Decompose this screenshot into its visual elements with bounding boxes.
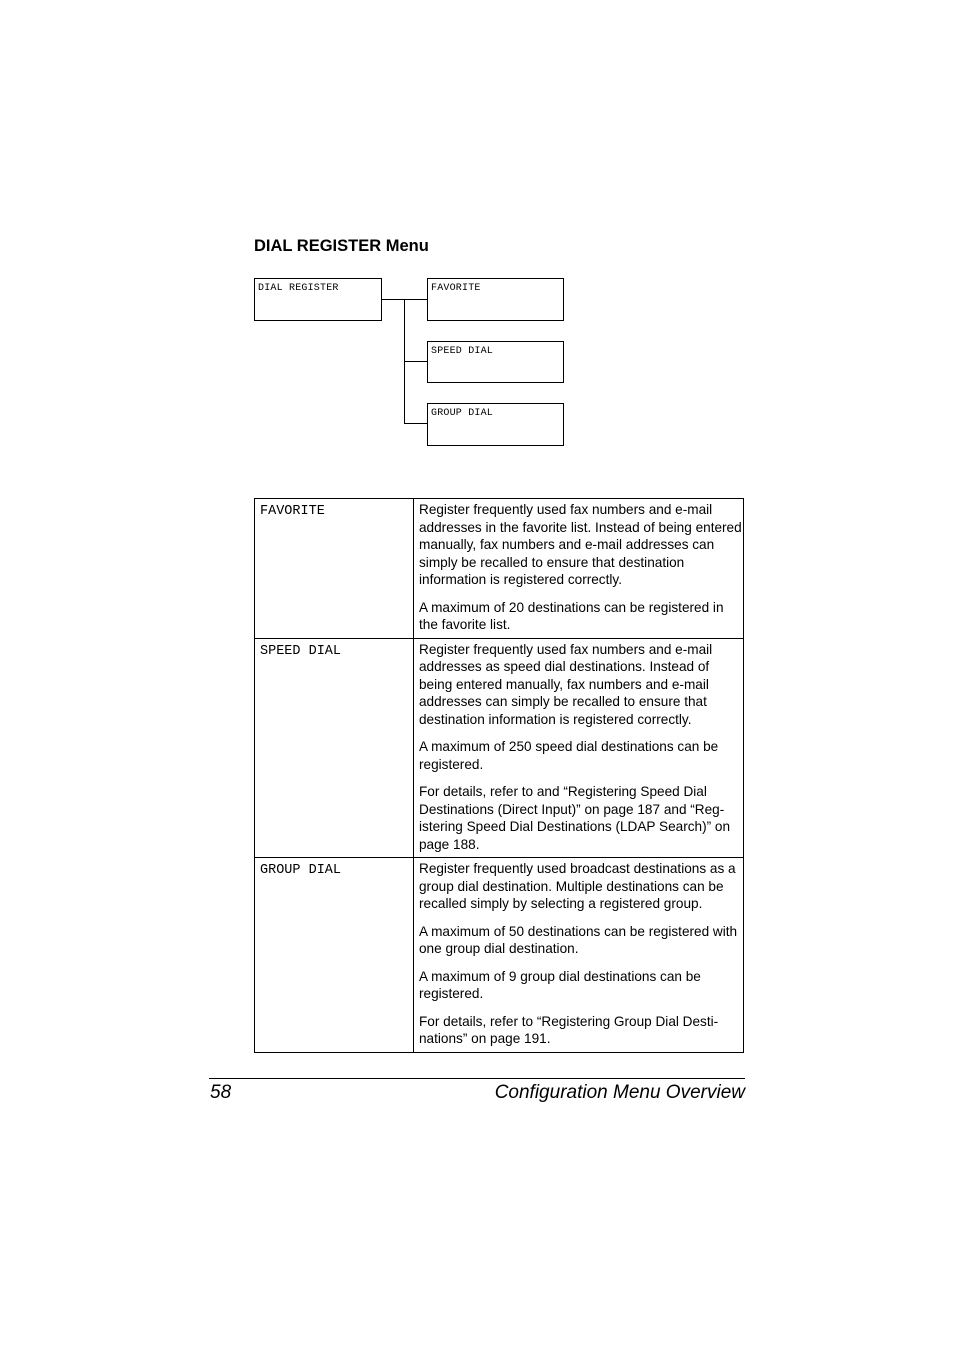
description-paragraph: A maximum of 50 destinations can be registered with one group dial destination. (419, 923, 738, 956)
section-heading: DIAL REGISTER Menu (254, 237, 429, 255)
description-paragraph: A maximum of 250 speed dial destinations can be registered. (419, 739, 719, 772)
description-paragraph: For details, refer to “Registering Group Dial Desti-nations” on page 191. (419, 1013, 719, 1046)
description-paragraph: For details, refer to and “Registering Speed Dial Destinations (Direct Input)” on page 187 and “Reg-istering Speed Dial Destinations (LDAP Search)” on page 188. (419, 784, 731, 852)
page-number: 58 (210, 1082, 232, 1103)
item-name-cell: SPEED DIAL (255, 638, 414, 858)
menu-description-table (254, 498, 744, 1053)
footer-rule (209, 1078, 745, 1079)
connector-line (404, 423, 427, 424)
table-row-group-dial (255, 858, 744, 1053)
description-paragraph: Register frequently used broadcast destinations as a group dial destination. Multiple destinations can be recalled simply by selecting a registered group. (419, 861, 736, 911)
footer-chapter-title: Configuration Menu Overview (494, 1082, 745, 1103)
connector-line (404, 361, 427, 362)
table-row-speed-dial (255, 638, 744, 858)
description-paragraph: Register frequently used fax numbers and e-mail addresses in the favorite list. Instead of being entered manually, fax numbers and e-mail addresses can simply be recalled to ensure that destination information is registered correctly. (419, 502, 742, 587)
description-paragraph: A maximum of 9 group dial destinations can be registered. (419, 968, 701, 1001)
tree-node-dial-register: DIAL REGISTER (254, 278, 382, 321)
table-row-favorite (255, 499, 744, 639)
tree-node-speed-dial: SPEED DIAL (427, 341, 564, 383)
description-paragraph: Register frequently used fax numbers and e-mail addresses as speed dial destinations. Instead of being entered manually, fax numbers and e-mail addresses can simply be recalled to ensure that destination information is registered correctly. (419, 641, 713, 727)
item-description-cell (414, 638, 744, 858)
tree-node-favorite: FAVORITE (427, 278, 564, 321)
item-name-cell: FAVORITE (255, 499, 414, 639)
tree-node-group-dial: GROUP DIAL (427, 403, 564, 446)
description-paragraph: A maximum of 20 destinations can be registered in the favorite list. (419, 599, 724, 632)
item-description-cell (414, 858, 744, 1053)
item-name-cell: GROUP DIAL (255, 858, 414, 1053)
item-description-cell (414, 499, 744, 639)
